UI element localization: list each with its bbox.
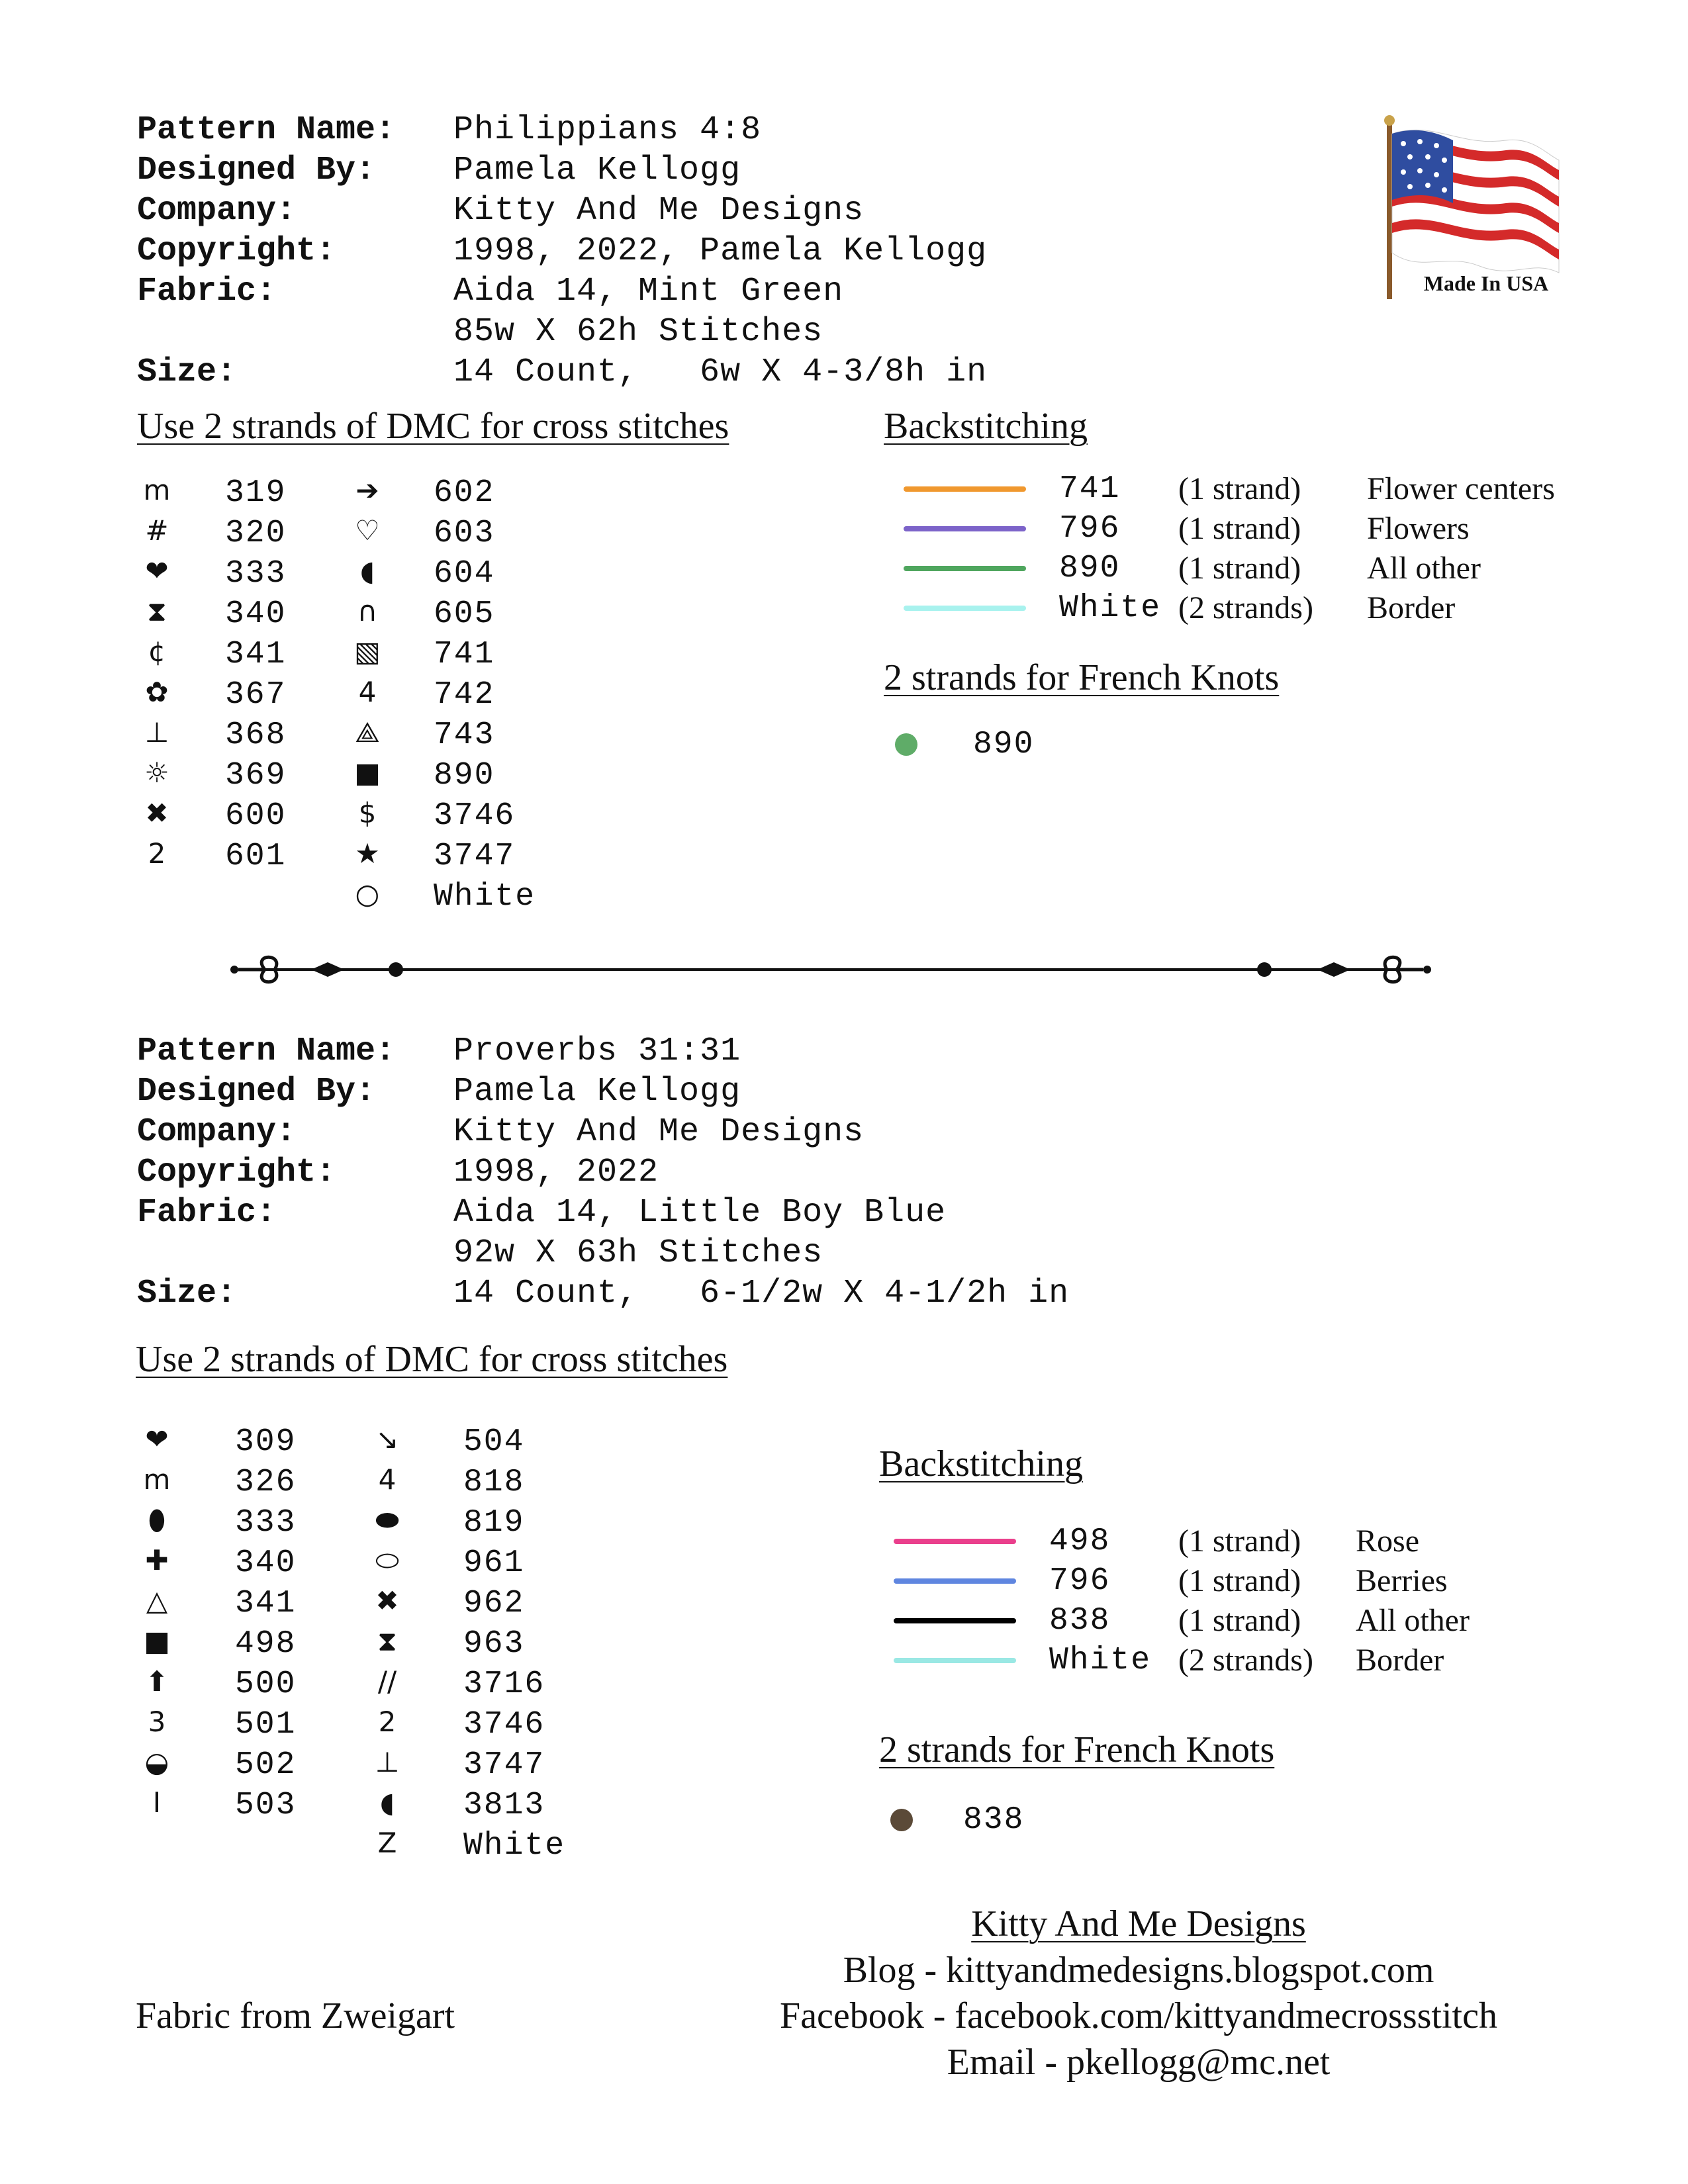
heart-icon: ❤ bbox=[145, 555, 169, 587]
dmc-code: 368 bbox=[225, 717, 287, 753]
backstitch-description: Flower centers bbox=[1367, 471, 1555, 506]
dmc-code: 742 bbox=[434, 677, 495, 713]
hatched-square-icon: ▧ bbox=[354, 635, 381, 668]
half-circle-icon: ◒ bbox=[144, 1746, 169, 1778]
company-label: Company: bbox=[137, 192, 297, 230]
size-value: 14 Count, 6-1/2w X 4-1/2h in bbox=[453, 1275, 1070, 1312]
designer-value: Pamela Kellogg bbox=[453, 152, 741, 189]
hourglass-icon: ⧗ bbox=[147, 595, 167, 627]
french-knot-code: 838 bbox=[963, 1802, 1025, 1838]
dmc-code: 818 bbox=[463, 1465, 525, 1500]
two-icon: 2 bbox=[378, 1706, 397, 1738]
dmc-code: 501 bbox=[235, 1707, 297, 1743]
dmc-code: 500 bbox=[235, 1666, 297, 1702]
backstitch-strands: (2 strands) bbox=[1178, 590, 1313, 625]
cross-stitch-heading: Use 2 strands of DMC for cross stitches bbox=[136, 1339, 728, 1380]
inverted-t-icon: ⊥ bbox=[375, 1746, 400, 1778]
backstitch-code: 741 bbox=[1059, 471, 1121, 507]
french-knots-heading: 2 strands for French Knots bbox=[884, 657, 1280, 698]
pattern-name-label: Pattern Name: bbox=[137, 1032, 396, 1070]
designed-by-label: Designed By: bbox=[137, 1073, 376, 1111]
backstitch-code: 838 bbox=[1049, 1603, 1111, 1639]
backstitch-strands: (1 strand) bbox=[1178, 511, 1301, 546]
dmc-code: 890 bbox=[434, 758, 495, 794]
backstitch-code: 498 bbox=[1049, 1524, 1111, 1559]
backstitch-description: All other bbox=[1356, 1603, 1470, 1638]
backstitch-description: Berries bbox=[1356, 1563, 1448, 1598]
french-knot-dot bbox=[890, 1809, 913, 1831]
x-mark-icon: ✖ bbox=[145, 797, 169, 829]
backstitch-code: White bbox=[1059, 590, 1162, 626]
sun-icon: ☼ bbox=[144, 756, 169, 789]
dmc-code: 3716 bbox=[463, 1666, 545, 1702]
square-icon: ■ bbox=[144, 1625, 170, 1657]
arch-icon: ∩ bbox=[357, 595, 378, 627]
fabric-value: Aida 14, Little Boy Blue bbox=[453, 1194, 947, 1232]
company-label: Company: bbox=[137, 1113, 297, 1151]
m-letter-icon: m bbox=[143, 1463, 171, 1496]
two-icon: 2 bbox=[148, 837, 166, 870]
backstitch-code: White bbox=[1049, 1643, 1152, 1678]
backstitch-color-line bbox=[894, 1539, 1016, 1544]
dmc-code: 340 bbox=[225, 596, 287, 632]
triangle-icon: ⟁ bbox=[355, 716, 380, 749]
m-letter-icon: m bbox=[143, 474, 171, 506]
copyright-value: 1998, 2022 bbox=[453, 1154, 659, 1191]
size-label: Size: bbox=[137, 1275, 237, 1312]
backstitch-strands: (1 strand) bbox=[1178, 1603, 1301, 1638]
dmc-code: 3746 bbox=[434, 798, 516, 834]
i-beam-icon: I bbox=[152, 1786, 162, 1819]
quarter-arc-icon: ◖ bbox=[379, 1786, 395, 1819]
footer-email-link[interactable]: Email - pkellogg@mc.net bbox=[947, 2042, 1331, 2083]
dmc-code: 340 bbox=[235, 1545, 297, 1581]
french-knots-heading: 2 strands for French Knots bbox=[879, 1729, 1275, 1770]
four-icon: 4 bbox=[358, 676, 377, 708]
backstitching-heading: Backstitching bbox=[884, 406, 1088, 447]
pill-icon: ⬬ bbox=[375, 1504, 399, 1536]
dmc-code: White bbox=[463, 1828, 566, 1864]
dmc-code: 341 bbox=[235, 1586, 297, 1621]
square-icon: ■ bbox=[354, 756, 381, 789]
dmc-code: 601 bbox=[225, 839, 287, 874]
triangle-outline-icon: △ bbox=[146, 1584, 168, 1617]
stitches-value: 85w X 62h Stitches bbox=[453, 313, 823, 351]
size-value: 14 Count, 6w X 4-3/8h in bbox=[453, 353, 988, 391]
pill-outline-icon: ⬭ bbox=[375, 1544, 399, 1576]
dmc-code: 3746 bbox=[463, 1707, 545, 1743]
x-mark-icon: ✖ bbox=[375, 1584, 399, 1617]
backstitch-strands: (1 strand) bbox=[1178, 1563, 1301, 1598]
fabric-credit: Fabric from Zweigart bbox=[136, 1995, 455, 2036]
dmc-code: 3747 bbox=[463, 1747, 545, 1783]
copyright-value: 1998, 2022, Pamela Kellogg bbox=[453, 232, 988, 270]
backstitch-color-line bbox=[904, 486, 1026, 492]
backstitch-strands: (1 strand) bbox=[1178, 471, 1301, 506]
dmc-code: 819 bbox=[463, 1505, 525, 1541]
backstitch-description: All other bbox=[1367, 551, 1481, 586]
backstitch-strands: (1 strand) bbox=[1178, 551, 1301, 586]
dmc-code: 341 bbox=[225, 637, 287, 672]
fabric-value: Aida 14, Mint Green bbox=[453, 273, 844, 310]
dmc-code: 603 bbox=[434, 516, 495, 551]
dmc-code: 504 bbox=[463, 1424, 525, 1460]
dmc-code: 962 bbox=[463, 1586, 525, 1621]
arrow-right-icon: ➔ bbox=[355, 474, 379, 506]
four-icon: 4 bbox=[378, 1463, 397, 1496]
dmc-code: 3747 bbox=[434, 839, 516, 874]
footer-blog-link[interactable]: Blog - kittyandmedesigns.blogspot.com bbox=[843, 1950, 1434, 1991]
dmc-code: 600 bbox=[225, 798, 287, 834]
quarter-arc-icon: ◖ bbox=[359, 555, 375, 587]
dmc-code: 3813 bbox=[463, 1788, 545, 1823]
french-knot-dot bbox=[895, 733, 917, 756]
backstitch-code: 796 bbox=[1049, 1563, 1111, 1599]
arrow-up-icon: ⬆ bbox=[145, 1665, 169, 1698]
designed-by-label: Designed By: bbox=[137, 152, 376, 189]
dmc-code: 319 bbox=[225, 475, 287, 511]
flower-icon: ✿ bbox=[145, 676, 169, 708]
cent-icon: ¢ bbox=[148, 635, 166, 668]
inverted-t-icon: ⊥ bbox=[144, 716, 169, 749]
company-value: Kitty And Me Designs bbox=[453, 192, 865, 230]
dmc-code: 961 bbox=[463, 1545, 525, 1581]
fabric-label: Fabric: bbox=[137, 1194, 277, 1232]
copyright-label: Copyright: bbox=[137, 232, 336, 270]
dmc-code: 602 bbox=[434, 475, 495, 511]
heart-outline-icon: ♡ bbox=[355, 514, 380, 547]
dmc-code: 333 bbox=[235, 1505, 297, 1541]
backstitch-strands: (1 strand) bbox=[1178, 1524, 1301, 1559]
backstitch-color-line bbox=[904, 566, 1026, 571]
backstitch-description: Flowers bbox=[1367, 511, 1470, 546]
dmc-code: 367 bbox=[225, 677, 287, 713]
french-knot-code: 890 bbox=[973, 727, 1035, 762]
dmc-code: 741 bbox=[434, 637, 495, 672]
stitches-value: 92w X 63h Stitches bbox=[453, 1234, 823, 1272]
plus-icon: ✚ bbox=[145, 1544, 169, 1576]
backstitch-color-line bbox=[904, 526, 1026, 531]
double-slash-icon: // bbox=[377, 1665, 397, 1698]
pattern-name-value: Proverbs 31:31 bbox=[453, 1032, 741, 1070]
star-icon: ★ bbox=[355, 837, 380, 870]
footer-company: Kitty And Me Designs bbox=[971, 1903, 1306, 1944]
copyright-label: Copyright: bbox=[137, 1154, 336, 1191]
backstitch-color-line bbox=[894, 1658, 1016, 1663]
dmc-code: 605 bbox=[434, 596, 495, 632]
backstitch-description: Border bbox=[1356, 1643, 1444, 1678]
backstitch-description: Border bbox=[1367, 590, 1456, 625]
backstitch-description: Rose bbox=[1356, 1524, 1419, 1559]
backstitch-code: 796 bbox=[1059, 511, 1121, 547]
dmc-code: 320 bbox=[225, 516, 287, 551]
fabric-label: Fabric: bbox=[137, 273, 277, 310]
circle-icon: ○ bbox=[355, 878, 380, 910]
company-value: Kitty And Me Designs bbox=[453, 1113, 865, 1151]
backstitch-color-line bbox=[894, 1618, 1016, 1623]
dmc-code: 604 bbox=[434, 556, 495, 592]
dmc-code: 498 bbox=[235, 1626, 297, 1662]
pattern-name-value: Philippians 4:8 bbox=[453, 111, 762, 149]
dmc-code: 502 bbox=[235, 1747, 297, 1783]
dmc-code: 963 bbox=[463, 1626, 525, 1662]
size-label: Size: bbox=[137, 353, 237, 391]
backstitch-strands: (2 strands) bbox=[1178, 1643, 1313, 1678]
dmc-code: 309 bbox=[235, 1424, 297, 1460]
arrow-down-right-icon: ↘ bbox=[375, 1423, 399, 1455]
ornamental-divider bbox=[225, 946, 1436, 993]
backstitch-color-line bbox=[904, 606, 1026, 611]
hourglass-icon: ⧗ bbox=[377, 1625, 397, 1657]
dmc-code: 503 bbox=[235, 1788, 297, 1823]
oval-icon: ⬮ bbox=[148, 1504, 166, 1536]
backstitch-color-line bbox=[894, 1578, 1016, 1584]
cross-stitch-heading: Use 2 strands of DMC for cross stitches bbox=[137, 406, 729, 447]
footer-facebook-link[interactable]: Facebook - facebook.com/kittyandmecrossstitch bbox=[780, 1995, 1497, 2036]
made-in-usa-badge: Made In USA bbox=[1423, 271, 1549, 295]
designer-value: Pamela Kellogg bbox=[453, 1073, 741, 1111]
backstitching-heading: Backstitching bbox=[879, 1443, 1083, 1484]
three-icon: 3 bbox=[148, 1706, 166, 1738]
dmc-code: 333 bbox=[225, 556, 287, 592]
pattern-name-label: Pattern Name: bbox=[137, 111, 396, 149]
backstitch-code: 890 bbox=[1059, 551, 1121, 586]
dollar-icon: $ bbox=[358, 797, 377, 829]
hash-icon: # bbox=[145, 514, 169, 547]
z-letter-icon: Z bbox=[377, 1827, 397, 1859]
heart-icon: ❤ bbox=[145, 1423, 169, 1455]
dmc-code: 326 bbox=[235, 1465, 297, 1500]
dmc-code: 369 bbox=[225, 758, 287, 794]
dmc-code: White bbox=[434, 879, 536, 915]
dmc-code: 743 bbox=[434, 717, 495, 753]
